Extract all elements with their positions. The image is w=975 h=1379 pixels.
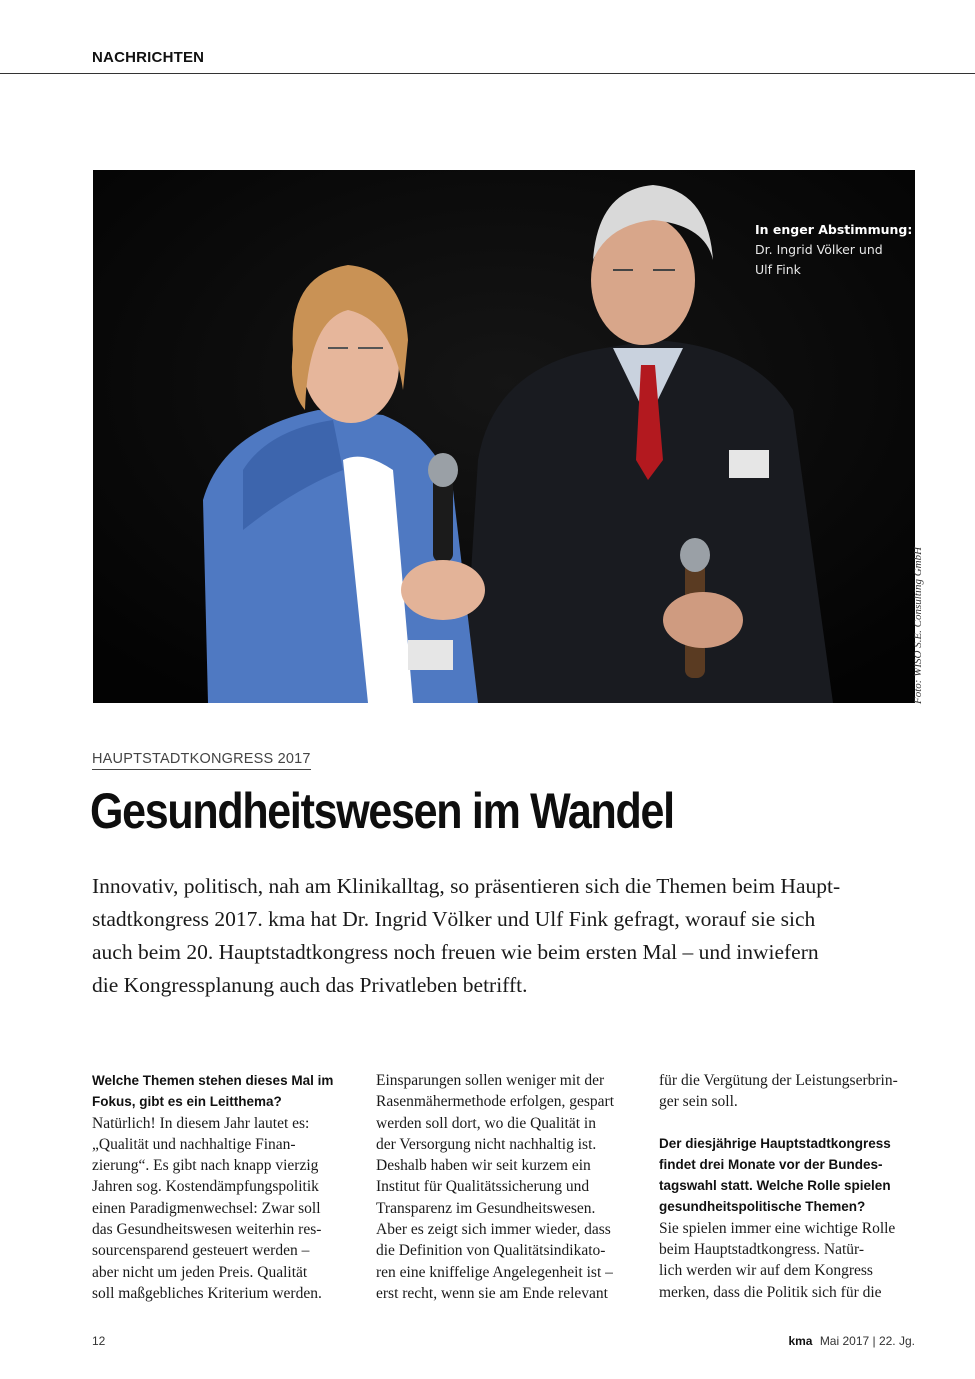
footer-issue: [788, 1334, 915, 1348]
photo-caption: [755, 220, 915, 280]
photo-credit: Foto: WISO S.E. Consulting GmbH: [912, 546, 924, 704]
body-line: Institut für Qualitätssicherung und: [376, 1178, 590, 1196]
body-line: Jahren sog. Kostendämpfungspolitik: [92, 1178, 319, 1196]
interview-question: Welche Themen stehen dieses Mal im: [92, 1073, 334, 1088]
body-line: für die Vergütung der Leistungserbrin-: [659, 1072, 898, 1089]
article-kicker: HAUPTSTADTKONGRESS 2017: [92, 751, 311, 770]
article-lead: [92, 870, 892, 1002]
paragraph-gap: [659, 1113, 924, 1133]
body-line: der Versorgung nicht nachhaltig ist.: [376, 1135, 597, 1153]
magazine-brand: kma: [788, 1334, 813, 1348]
body-line: aber nicht um jeden Preis. Qualität: [92, 1263, 308, 1281]
body-line: die Definition von Qualitätsindikato-: [376, 1242, 606, 1260]
section-label: NACHRICHTEN: [92, 49, 205, 66]
body-line: ren eine kniffelige Angelegenheit ist –: [376, 1263, 613, 1281]
body-line: Transparenz im Gesundheitswesen.: [376, 1199, 596, 1217]
article-headline: Gesundheitswesen im Wandel: [90, 783, 674, 839]
body-line: ger sein soll.: [659, 1093, 738, 1111]
body-line: Sie spielen immer eine wichtige Rolle: [659, 1219, 896, 1237]
interview-question: tagswahl statt. Welche Rolle spielen: [659, 1178, 891, 1194]
article-column-2: [376, 1070, 641, 1304]
body-line: Aber es zeigt sich immer wieder, dass: [376, 1221, 611, 1239]
interview-question: findet drei Monate vor der Bundes-: [659, 1156, 883, 1172]
caption-text: Ulf Fink: [755, 262, 801, 277]
body-line: merken, dass die Politik sich für die: [659, 1283, 882, 1301]
article-column-1: [92, 1070, 357, 1304]
body-line: erst recht, wenn sie am Ende relevant: [376, 1284, 608, 1302]
interview-question: gesundheitspolitische Themen?: [659, 1199, 866, 1215]
article-column-3: [659, 1070, 924, 1303]
lead-line: auch beim 20. Hauptstadtkongress noch freuen wie beim ersten Mal – und inwiefern: [92, 940, 819, 964]
page-number: 12: [92, 1334, 106, 1348]
header-rule: [0, 73, 975, 74]
caption-heading: In enger Abstimmung:: [755, 222, 913, 237]
article-photo: [93, 170, 915, 703]
body-line: einen Paradigmenwechsel: Zwar soll: [92, 1199, 321, 1217]
body-line: Natürlich! In diesem Jahr lautet es:: [92, 1114, 310, 1132]
body-line: das Gesundheitswesen weiterhin res-: [92, 1221, 322, 1239]
body-line: „Qualität und nachhaltige Finan-: [92, 1135, 296, 1153]
lead-line: Innovativ, politisch, nah am Klinikalltag, so präsentieren sich die Themen beim Haupt-: [92, 874, 841, 898]
lead-line: stadtkongress 2017. kma hat Dr. Ingrid Völker und Ulf Fink gefragt, worauf sie sich: [92, 907, 816, 931]
body-line: soll maßgebliches Kriterium werden.: [92, 1284, 322, 1302]
issue-info: Mai 2017 | 22. Jg.: [819, 1334, 915, 1348]
body-line: werden soll dort, wo die Qualität in: [376, 1114, 596, 1132]
caption-text: Dr. Ingrid Völker und: [755, 242, 883, 257]
body-line: lich werden wir auf dem Kongress: [659, 1262, 873, 1280]
body-line: zierung“. Es gibt nach knapp vierzig: [92, 1157, 319, 1175]
interview-question: Der diesjährige Hauptstadtkongress: [659, 1135, 891, 1151]
body-line: Einsparungen sollen weniger mit der: [376, 1072, 605, 1089]
body-line: sourcensparend gesteuert werden –: [92, 1242, 310, 1260]
body-line: Rasenmähermethode erfolgen, gespart: [376, 1093, 615, 1111]
body-line: Deshalb haben wir seit kurzem ein: [376, 1157, 591, 1175]
body-line: beim Hauptstadtkongress. Natür-: [659, 1241, 865, 1259]
lead-line: die Kongressplanung auch das Privatleben betrifft.: [92, 973, 528, 997]
interview-question: Fokus, gibt es ein Leitthema?: [92, 1094, 282, 1110]
